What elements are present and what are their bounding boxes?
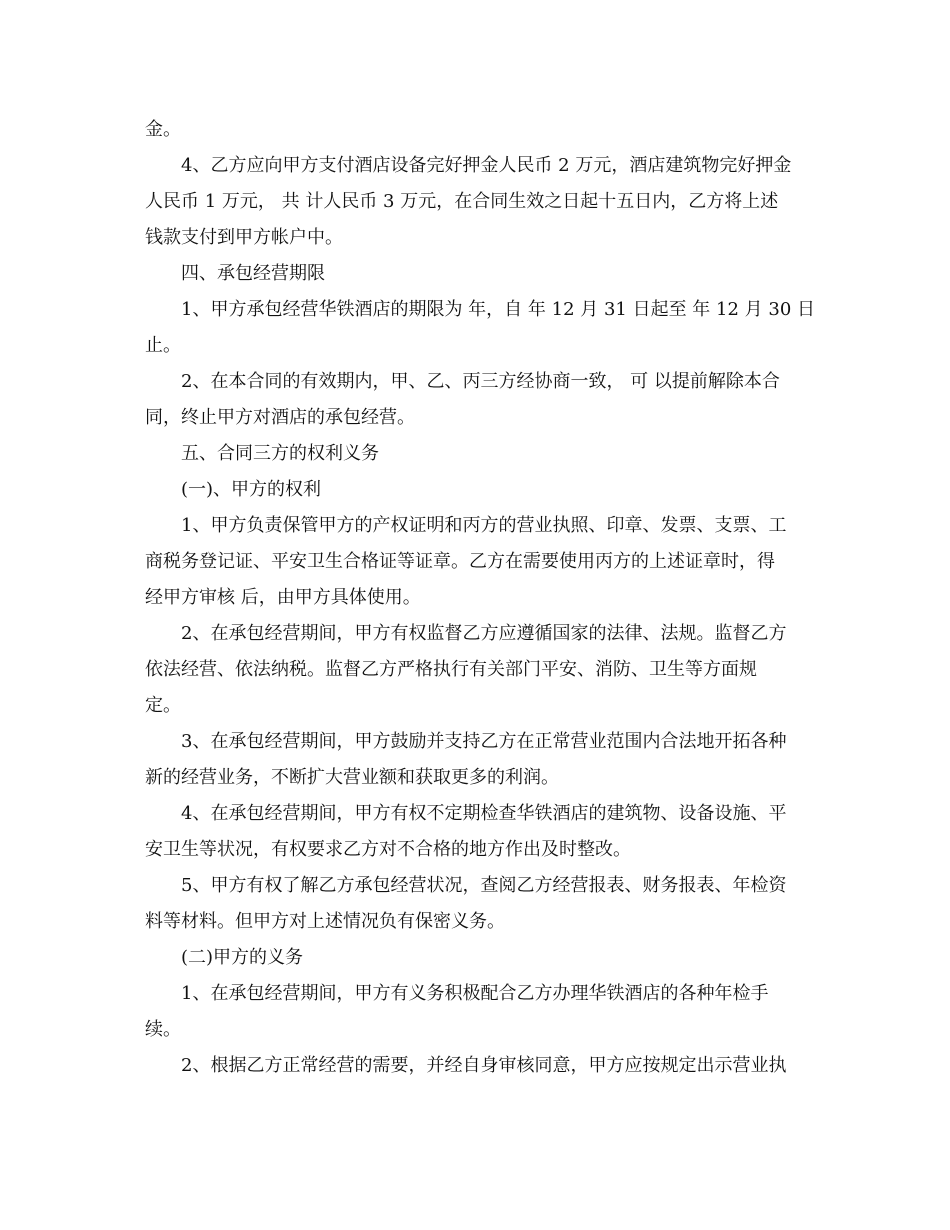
text-line: 5、甲方有权了解乙方承包经营状况，查阅乙方经营报表、财务报表、年检资 <box>181 875 787 896</box>
text-line: 1、甲方承包经营华铁酒店的期限为 年，自 年 12 月 31 日起至 年 12 月 30 日 <box>181 299 816 320</box>
text-line: 1、在承包经营期间，甲方有义务积极配合乙方办理华铁酒店的各种年检手 <box>181 983 769 1004</box>
text-line: 续。 <box>145 1019 181 1040</box>
text-line: 经甲方审核 后，由甲方具体使用。 <box>145 587 421 608</box>
text-line: 4、乙方应向甲方支付酒店设备完好押金人民币 2 万元，酒店建筑物完好押金 <box>181 155 792 176</box>
text-line: 2、在承包经营期间，甲方有权监督乙方应遵循国家的法律、法规。监督乙方 <box>181 623 787 644</box>
text-line: 人民币 1 万元， 共 计人民币 3 万元，在合同生效之日起十五日内，乙方将上述 <box>145 191 779 212</box>
subsection-heading: (二)甲方的义务 <box>181 947 304 968</box>
section-heading: 四、承包经营期限 <box>181 263 325 284</box>
text-line: 3、在承包经营期间，甲方鼓励并支持乙方在正常营业范围内合法地开拓各种 <box>181 731 787 752</box>
text-line: 依法经营、依法纳税。监督乙方严格执行有关部门平安、消防、卫生等方面规 <box>145 659 757 680</box>
text-line: 新的经营业务，不断扩大营业额和获取更多的利润。 <box>145 767 559 788</box>
document-body <box>145 112 816 1084</box>
text-line: 4、在承包经营期间，甲方有权不定期检查华铁酒店的建筑物、设备设施、平 <box>181 803 787 824</box>
text-line: 止。 <box>145 335 181 356</box>
text-line: 安卫生等状况，有权要求乙方对不合格的地方作出及时整改。 <box>145 839 631 860</box>
text-line: 2、在本合同的有效期内，甲、乙、丙三方经协商一致， 可 以提前解除本合 <box>181 371 780 392</box>
section-heading: 五、合同三方的权利义务 <box>181 443 379 464</box>
subsection-heading: (一)、甲方的权利 <box>181 479 322 500</box>
text-line: 商税务登记证、平安卫生合格证等证章。乙方在需要使用丙方的上述证章时，得 <box>145 551 775 572</box>
text-line: 同，终止甲方对酒店的承包经营。 <box>145 407 415 428</box>
text-line: 1、甲方负责保管甲方的产权证明和丙方的营业执照、印章、发票、支票、工 <box>181 515 787 536</box>
text-line: 定。 <box>145 695 181 716</box>
text-line: 钱款支付到甲方帐户中。 <box>145 227 343 248</box>
text-line: 金。 <box>145 119 181 140</box>
text-line: 料等材料。但甲方对上述情况负有保密义务。 <box>145 911 505 932</box>
text-line: 2、根据乙方正常经营的需要，并经自身审核同意，甲方应按规定出示营业执 <box>181 1055 787 1076</box>
